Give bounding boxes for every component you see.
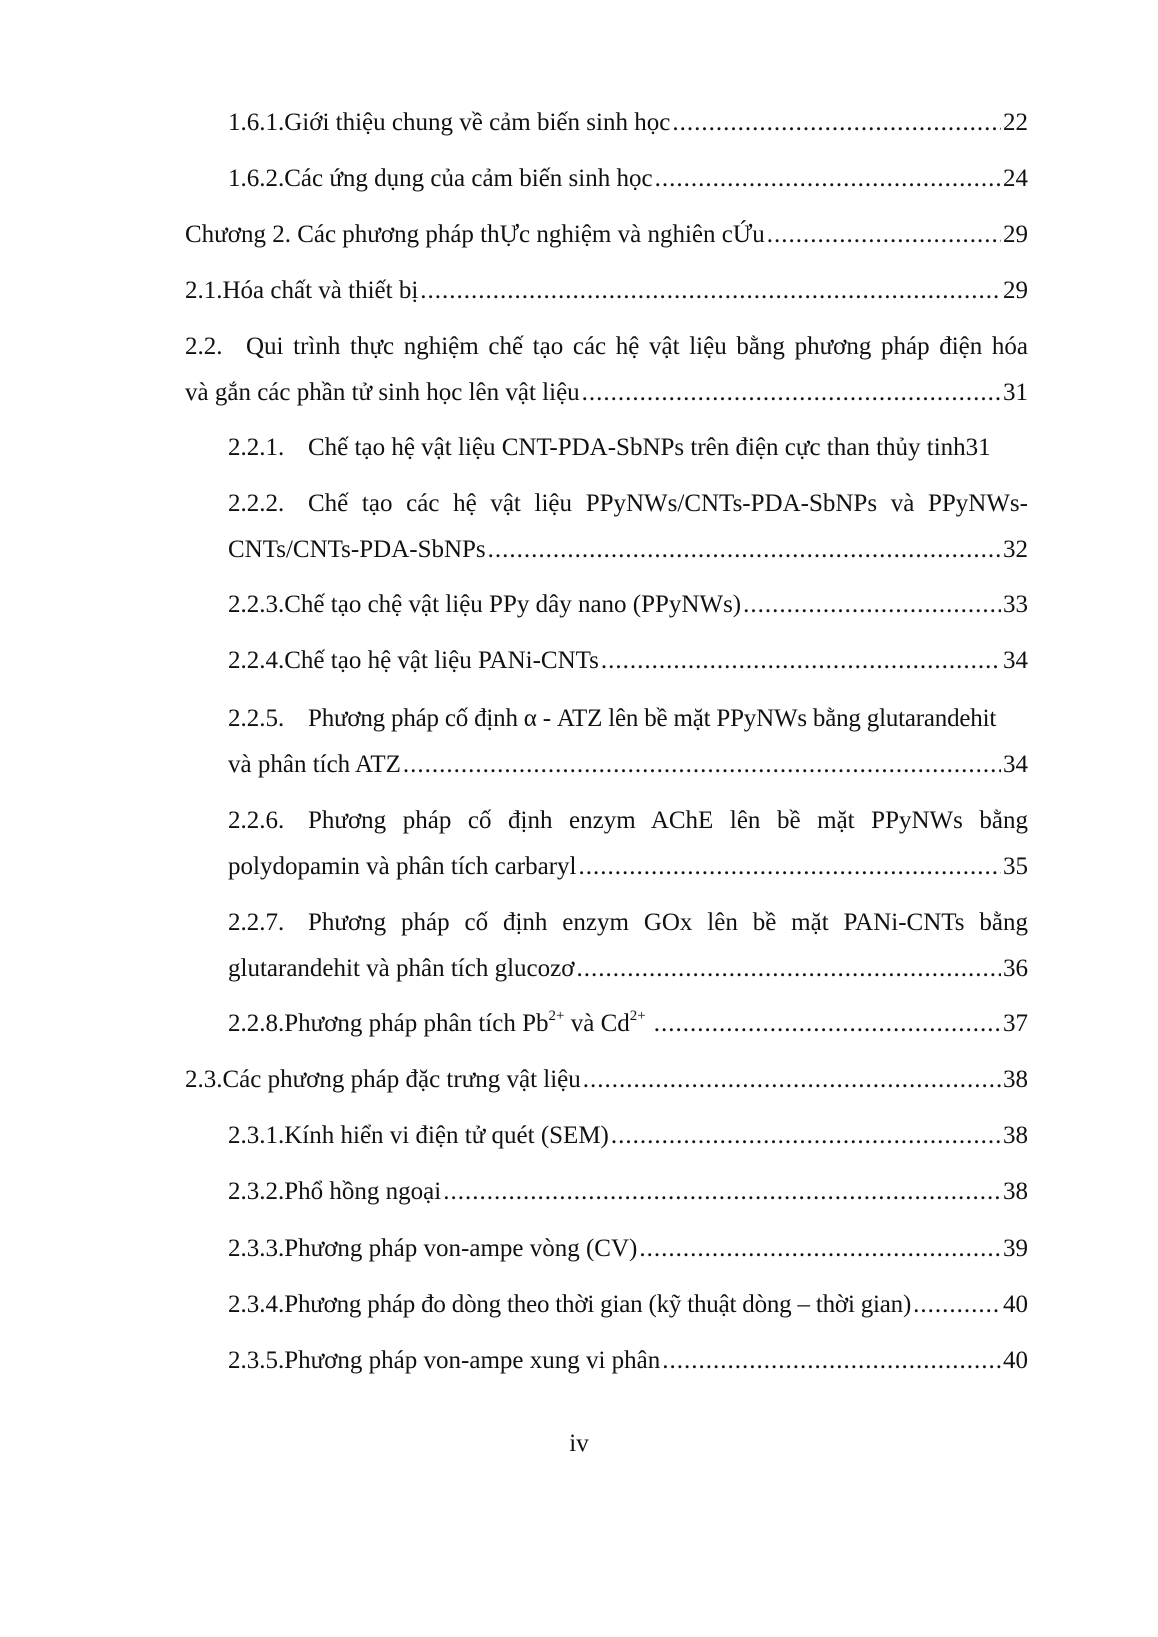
toc-entry[interactable] [228,798,1028,890]
entry-number: 2.3.3. [228,1235,285,1262]
entry-title: Qui trình thực nghiệm chế tạo các hệ vật liệu bằng phương pháp điện hóa [246,333,1028,360]
entry-title: Chương 2. Các phương pháp thỰc nghiệm và nghiên cỨu [185,221,765,248]
toc-entry[interactable] [228,696,1028,788]
entry-title: Hóa chất và thiết bị [222,277,419,304]
entry-title: Phương pháp cố định α - ATZ lên bề mặt PPyNWs bằng glutarandehit [308,705,997,732]
entry-number: 2.1. [185,277,223,304]
page-number: iv [569,1430,589,1457]
entry-number: 2.3.2. [228,1178,285,1205]
entry-page: 37 [1003,1010,1028,1037]
entry-title: Phương pháp von-ampe xung vi phân [284,1347,661,1374]
entry-line-2 [185,370,1028,416]
entry-title: Các ứng dụng của cảm biến sinh học [284,165,653,192]
entry-title-part: Phương pháp phân tích Pb [284,1010,549,1037]
superscript: 2+ [548,1007,565,1024]
entry-page: 34 [1003,647,1028,674]
entry-page: 31 [1003,379,1028,406]
entry-number: 2.2.4. [228,647,285,674]
entry-title: Kính hiển vi điện tử quét (SEM) [284,1122,609,1149]
entry-page: 39 [1003,1235,1028,1262]
toc-entry[interactable] [185,268,1028,314]
entry-title-cont: và phân tích ATZ [228,751,401,778]
leader-dots [420,268,1001,314]
leader-dots [576,946,1001,992]
leader-dots [601,638,1001,684]
entry-number: 2.2.1. [228,434,285,461]
entry-line-1 [228,900,1028,946]
leader-dots [488,527,1001,573]
toc-entry[interactable] [185,324,1028,416]
leader-dots [654,1001,1001,1047]
entry-title-cont: polydopamin và phân tích carbaryl [228,853,577,880]
leader-dots [767,212,1001,258]
entry-title [284,1001,645,1047]
entry-line-2 [228,742,1028,788]
entry-title-cont: CNTs/CNTs-PDA-SbNPs [228,536,486,563]
leader-dots [443,1169,1001,1215]
entry-page: 35 [1003,853,1028,880]
entry-number: 2.3.1. [228,1122,285,1149]
entry-title: Phổ hồng ngoại [284,1178,442,1205]
entry-page: 38 [1003,1178,1028,1205]
entry-title-cont: và gắn các phần tử sinh học lên vật liệu [185,379,580,406]
toc-entry[interactable] [228,481,1028,573]
entry-number: 2.2.5. [228,705,285,732]
toc-entry[interactable] [228,1282,1028,1328]
entry-page: 33 [1003,591,1028,618]
entry-line-1 [228,481,1028,527]
entry-number: 2.3. [185,1066,223,1093]
leader-dots [672,100,1001,146]
entry-title: Phương pháp cố định enzym GOx lên bề mặt PANi-CNTs bằng [308,909,1028,936]
entry-line-1 [228,798,1028,844]
entry-line-2 [228,946,1028,992]
toc-entry[interactable] [228,1338,1028,1384]
leader-dots [655,156,1001,202]
toc-entry[interactable] [228,156,1028,202]
leader-dots [662,1338,1001,1384]
entry-number: 2.2.7. [228,909,285,936]
entry-line-1 [228,696,1028,742]
entry-page: 38 [1003,1066,1028,1093]
toc-entry[interactable] [185,1057,1028,1103]
entry-number: 2.3.4. [228,1291,285,1318]
entry-line-2 [228,527,1028,573]
leader-dots [579,844,1002,890]
entry-number: 2.2.2. [228,490,285,517]
entry-page: 40 [1003,1291,1028,1318]
entry-title: Giới thiệu chung về cảm biến sinh học [284,109,671,136]
entry-page: 22 [1003,109,1028,136]
leader-dots [611,1113,1001,1159]
entry-line-2 [228,844,1028,890]
leader-dots [639,1226,1001,1272]
leader-dots [743,582,1001,628]
leader-dots [582,370,1001,416]
toc-entry[interactable] [228,582,1028,628]
toc-entry[interactable] [228,1001,1028,1047]
entry-page: 38 [1003,1122,1028,1149]
toc-entry-chapter[interactable] [185,212,1028,258]
leader-dots [403,742,1001,788]
entry-title-part: và Cd [564,1010,630,1037]
entry-title: Chế tạo hệ vật liệu CNT-PDA-SbNPs trên điện cực than thủy tinh31 [308,434,991,461]
entry-page: 24 [1003,165,1028,192]
entry-number: 1.6.1. [228,109,285,136]
entry-title: Phương pháp von-ampe vòng (CV) [284,1235,638,1262]
entry-page: 32 [1003,536,1028,563]
superscript: 2+ [629,1007,646,1024]
entry-title: Chế tạo hệ vật liệu PANi-CNTs [284,647,599,674]
entry-title: Phương pháp cố định enzym AChE lên bề mặt PPyNWs bằng [308,807,1028,834]
toc-entry[interactable] [228,1169,1028,1215]
entry-page: 40 [1003,1347,1028,1374]
entry-title: Các phương pháp đặc trưng vật liệu [222,1066,581,1093]
toc-entry[interactable] [228,1113,1028,1159]
entry-page: 34 [1003,751,1028,778]
leader-dots [913,1282,1001,1328]
entry-title: Phương pháp đo dòng theo thời gian (kỹ thuật dòng – thời gian) [284,1291,912,1318]
toc-entry[interactable] [228,638,1028,684]
toc-entry[interactable] [228,100,1028,146]
entry-page: 29 [1003,221,1028,248]
entry-title-cont: glutarandehit và phân tích glucozơ [228,955,575,982]
toc-entry[interactable] [228,425,1028,471]
entry-number: 2.3.5. [228,1347,285,1374]
toc-entry[interactable] [228,1226,1028,1272]
toc-entry[interactable] [228,900,1028,992]
entry-page: 36 [1003,955,1028,982]
entry-number: 2.2.8. [228,1010,285,1037]
entry-title: Chế tạo chệ vật liệu PPy dây nano (PPyNWs) [284,591,742,618]
entry-number: 2.2.3. [228,591,285,618]
entry-page: 29 [1003,277,1028,304]
entry-title: Chế tạo các hệ vật liệu PPyNWs/CNTs-PDA-SbNPs và PPyNWs- [308,490,1028,517]
leader-dots [583,1057,1001,1103]
entry-number: 2.2. [185,333,223,360]
entry-number: 2.2.6. [228,807,285,834]
entry-line-1 [185,324,1028,370]
entry-number: 1.6.2. [228,165,285,192]
